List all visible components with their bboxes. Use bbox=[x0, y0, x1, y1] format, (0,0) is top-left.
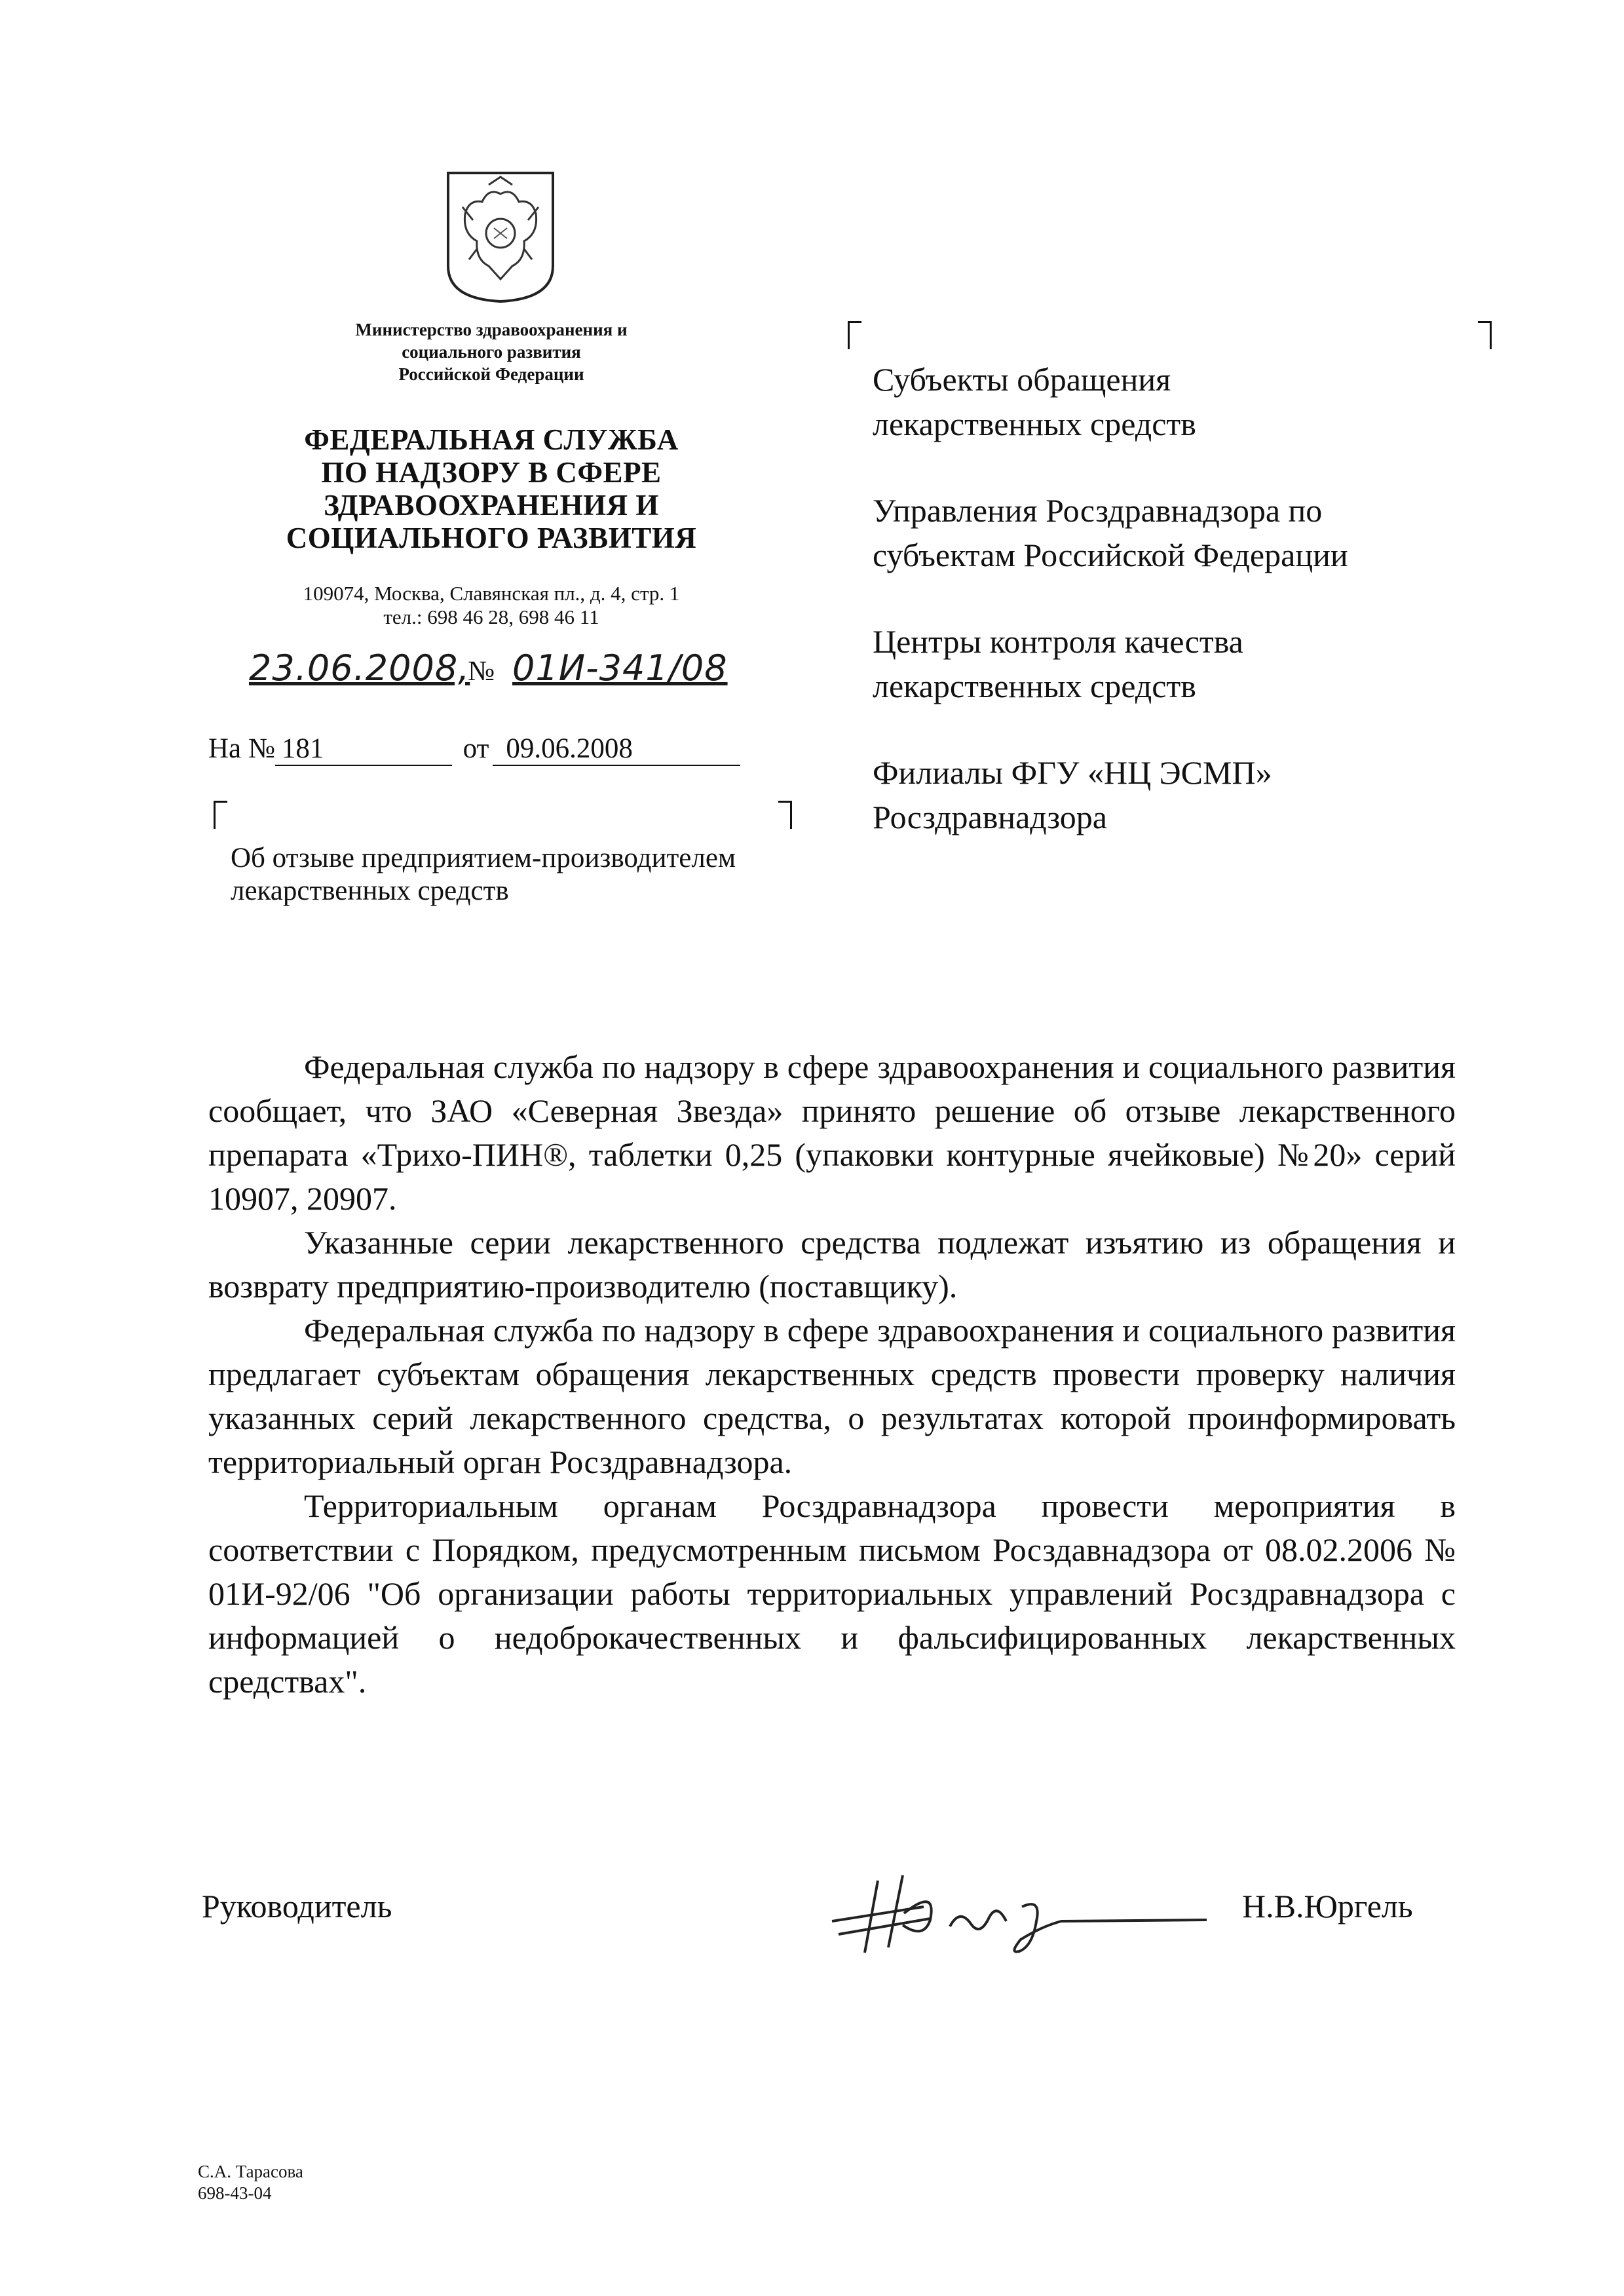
registration-number: 01И-341/08 bbox=[512, 647, 728, 689]
executor-phone: 698-43-04 bbox=[198, 2183, 272, 2203]
reply-to-prefix: На № bbox=[208, 733, 275, 764]
sender-address: 109074, Москва, Славянская пл., д. 4, стр. 1 тел.: 698 46 28, 698 46 11 bbox=[303, 582, 680, 628]
reply-to-line bbox=[208, 733, 740, 766]
executor-info bbox=[198, 2161, 303, 2204]
letter-body bbox=[208, 1045, 1456, 1704]
reply-to-from-label: от bbox=[463, 733, 489, 764]
signer-name: Н.В.Юргель bbox=[1242, 1888, 1413, 1924]
signer-title: Руководитель bbox=[202, 1888, 392, 1924]
russian-coat-of-arms-icon bbox=[443, 168, 558, 304]
subject-bracket-right bbox=[778, 801, 792, 829]
registration-number-label: № bbox=[468, 656, 495, 687]
ministry-name: Министерство здравоохранения и социального развития Российской Федерации bbox=[355, 320, 628, 384]
reply-to-date: 09.06.2008 bbox=[493, 733, 740, 766]
recipient-item: Филиалы ФГУ «НЦ ЭСМП» Росздравнадзора bbox=[873, 754, 1272, 835]
service-name: ФЕДЕРАЛЬНАЯ СЛУЖБА ПО НАДЗОРУ В СФЕРЕ ЗДРАВООХРАНЕНИЯ И СОЦИАЛЬНОГО РАЗВИТИЯ bbox=[286, 423, 697, 554]
reply-to-number: 181 bbox=[275, 733, 452, 766]
registration-date: 23.06.2008, bbox=[249, 647, 470, 689]
executor-name: С.А. Тарасова bbox=[198, 2162, 303, 2181]
recipient-bracket-right bbox=[1478, 321, 1492, 349]
subject-bracket-left bbox=[214, 801, 227, 829]
letter-subject: Об отзыве предприятием-производителем лекарственных средств bbox=[231, 843, 736, 906]
body-paragraph: Федеральная служба по надзору в сфере здравоохранения и социального развития сообщает, что ЗАО «Северная Звезда» принято решение об отзыве лекарственного препарата «Трихо-ПИН®, таблетки 0,25 (упаковки контурные ячейковые) №20» серий 10907, 20907. bbox=[208, 1048, 1456, 1217]
recipient-bracket-left bbox=[848, 321, 861, 349]
recipient-item: Субъекты обращения лекарственных средств bbox=[873, 361, 1196, 442]
body-paragraph: Федеральная служба по надзору в сфере здравоохранения и социального развития предлагает субъектам обращения лекарственных средств провести проверку наличия указанных серий лекарственного средства, о результатах которой проинформировать территориальный орган Росздравнадзора. bbox=[208, 1312, 1456, 1480]
body-paragraph: Территориальным органам Росздравнадзора провести мероприятия в соответствии с Порядком, предусмотренным письмом Росздавнадзора от 08.02.2006 № 01И-92/06 "Об организации работы территориальных управлений Росздравнадзора с информацией о недоброкачественных и фальсифицированных лекарственных средствах". bbox=[208, 1487, 1456, 1700]
body-paragraph: Указанные серии лекарственного средства подлежат изъятию из обращения и возврату предприятию-производителю (поставщику). bbox=[208, 1224, 1456, 1305]
recipient-item: Центры контроля качества лекарственных средств bbox=[873, 623, 1243, 704]
registration-line bbox=[249, 645, 773, 697]
recipients-block bbox=[873, 357, 1501, 881]
recipient-item: Управления Росздравнадзора по субъектам Российской Федерации bbox=[873, 492, 1348, 573]
handwritten-signature bbox=[825, 1861, 1212, 1959]
